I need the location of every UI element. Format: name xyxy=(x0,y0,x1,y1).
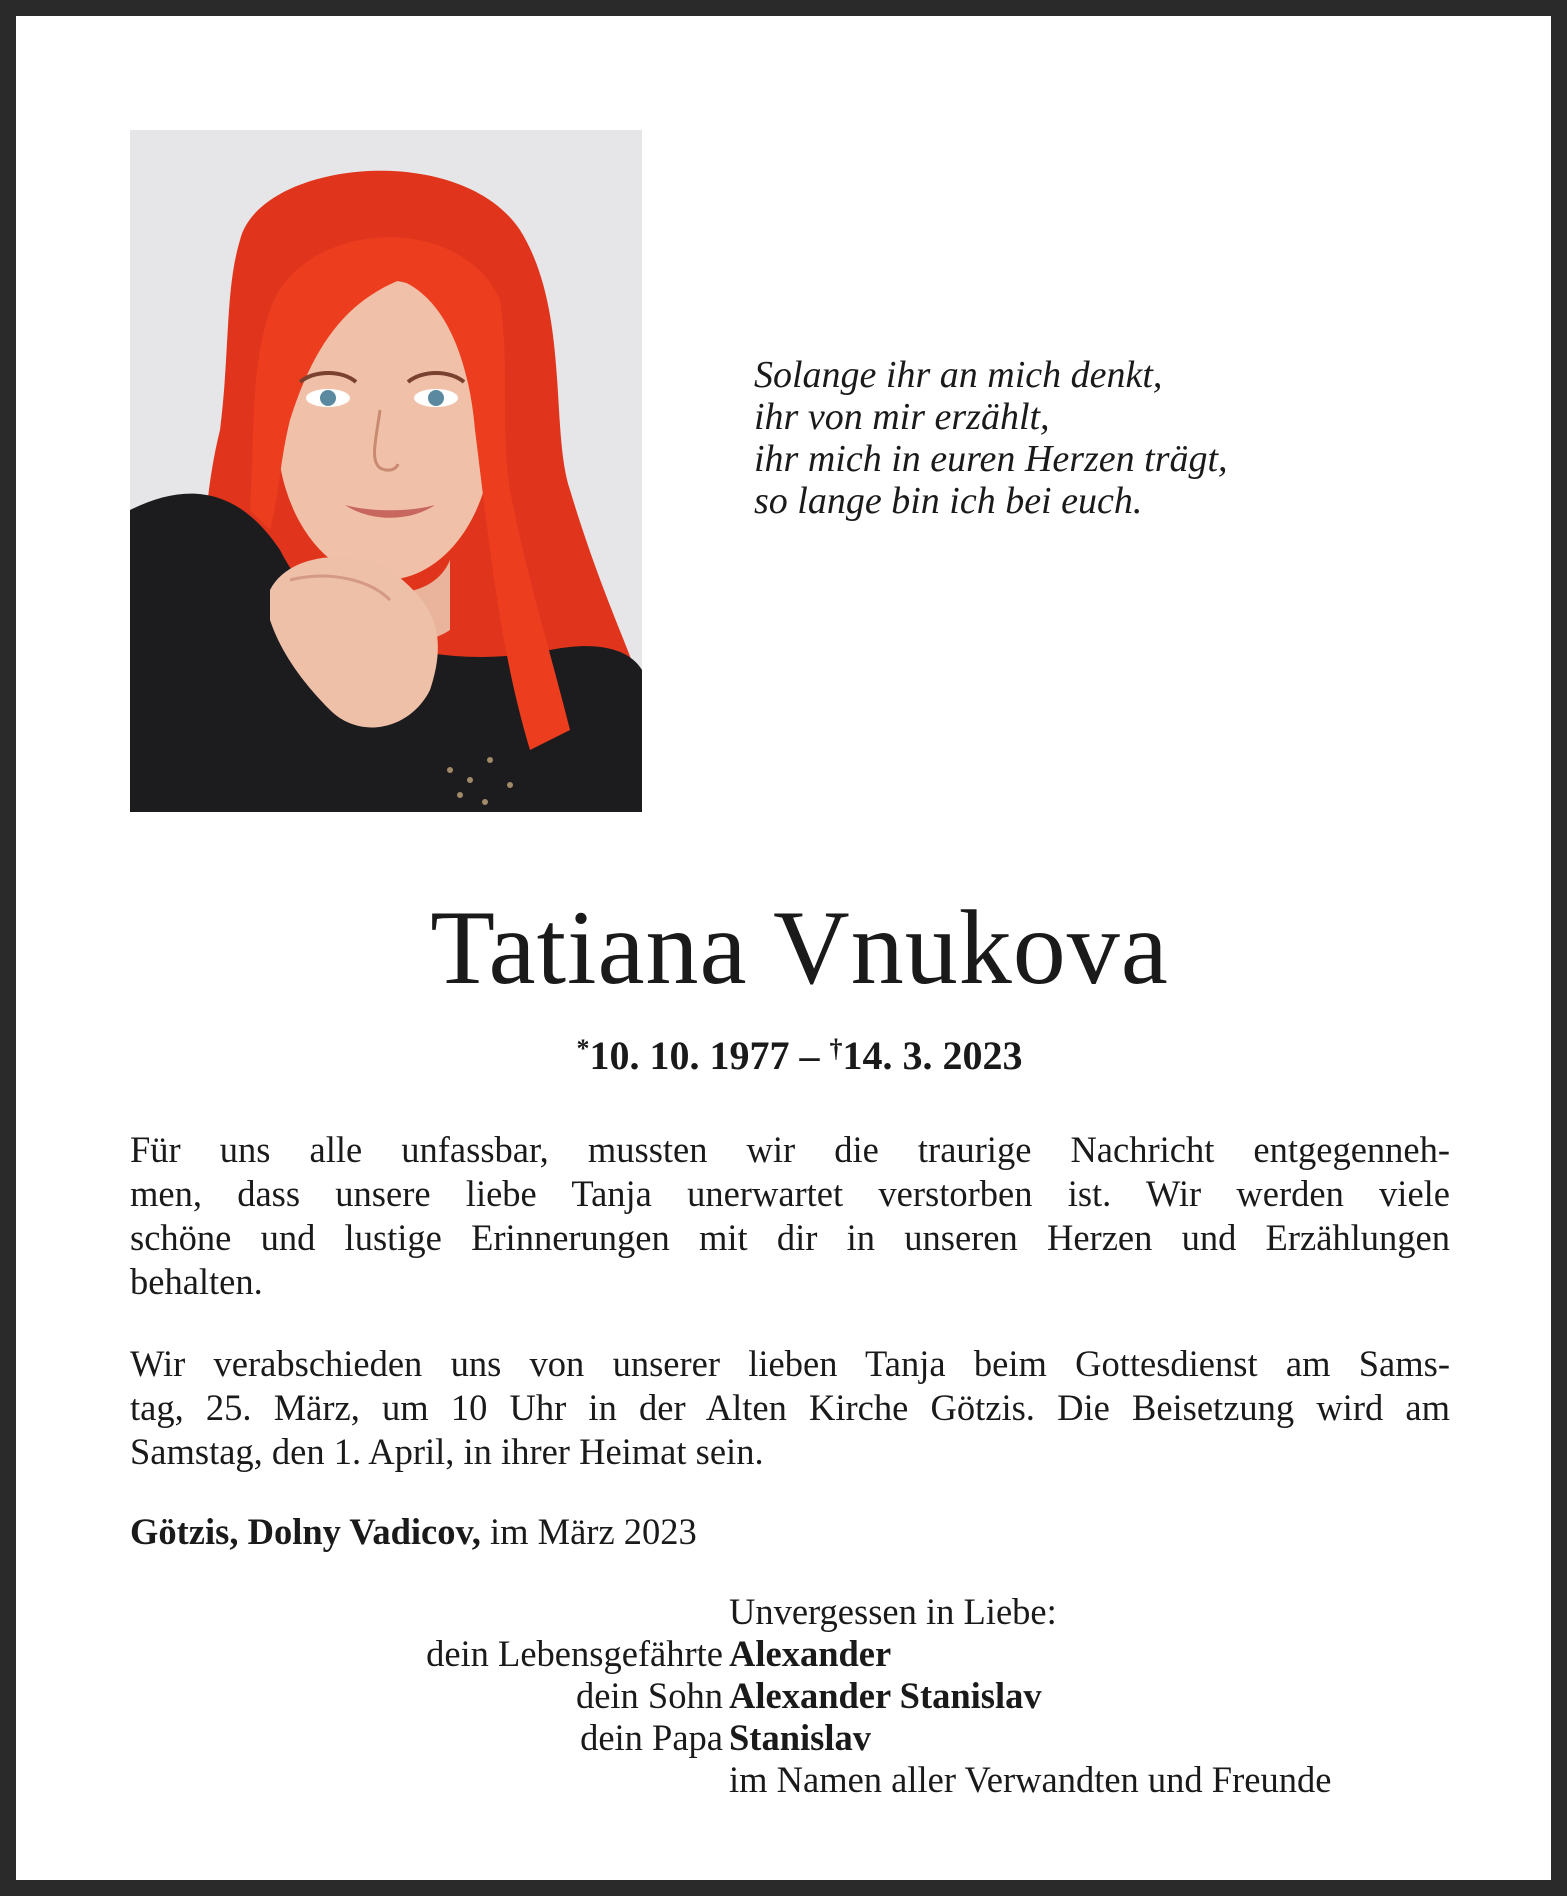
obituary-sheet xyxy=(16,16,1551,1880)
mourner-relation: dein Papa xyxy=(580,1717,723,1758)
death-date: 14. 3. 2023 xyxy=(842,1033,1023,1078)
announcement-paragraph xyxy=(130,1128,1450,1304)
paragraph-line: behalten. xyxy=(130,1261,263,1302)
mourner-row xyxy=(16,1633,1567,1675)
mourner-row xyxy=(16,1675,1567,1717)
mourner-row xyxy=(16,1717,1567,1759)
mourners-heading: Unvergessen in Liebe: xyxy=(729,1591,1057,1632)
deceased-name: Tatiana Vnukova xyxy=(430,889,1169,1006)
month-year: im März 2023 xyxy=(480,1511,697,1552)
place-and-date xyxy=(130,1510,697,1554)
life-dates xyxy=(16,1026,1567,1079)
poem-line: ihr von mir erzählt, xyxy=(754,396,1050,438)
paragraph-line: men, dass unsere liebe Tanja unerwartet verstorben ist. Wir werden viele xyxy=(130,1173,1450,1214)
paragraph-line: Wir verabschieden uns von unserer lieben Tanja beim Gottesdienst am Sams- xyxy=(130,1343,1450,1384)
poem-line: so lange bin ich bei euch. xyxy=(754,480,1143,522)
poem-line: ihr mich in euren Herzen trägt, xyxy=(754,438,1228,480)
portrait-illustration xyxy=(130,130,642,812)
mourner-name: Stanislav xyxy=(729,1717,871,1758)
poem-line: Solange ihr an mich denkt, xyxy=(754,354,1163,396)
mourners-block xyxy=(16,1591,1567,1801)
mourner-relation: dein Lebensgefährte xyxy=(426,1633,723,1674)
place-names: Götzis, Dolny Vadicov, xyxy=(130,1511,481,1552)
death-symbol: † xyxy=(829,1034,843,1063)
memorial-poem xyxy=(754,354,1474,522)
mourners-closing: im Namen aller Verwandten und Freunde xyxy=(729,1759,1332,1800)
birth-date: 10. 10. 1977 xyxy=(589,1033,790,1078)
birth-symbol: * xyxy=(576,1034,590,1063)
date-separator: – xyxy=(789,1033,830,1078)
paragraph-line: schöne und lustige Erinnerungen mit dir in unseren Herzen und Erzählungen xyxy=(130,1217,1450,1258)
mourner-name: Alexander Stanislav xyxy=(729,1675,1042,1716)
portrait-photo xyxy=(130,130,642,812)
paragraph-line: Für uns alle unfassbar, mussten wir die traurige Nachricht entgegenneh- xyxy=(130,1129,1450,1170)
funeral-info-paragraph xyxy=(130,1342,1450,1474)
mourner-name: Alexander xyxy=(729,1633,892,1674)
paragraph-line: Samstag, den 1. April, in ihrer Heimat sein. xyxy=(130,1431,764,1472)
mourner-relation: dein Sohn xyxy=(575,1675,723,1716)
paragraph-line: tag, 25. März, um 10 Uhr in der Alten Kirche Götzis. Die Beisetzung wird am xyxy=(130,1387,1450,1428)
